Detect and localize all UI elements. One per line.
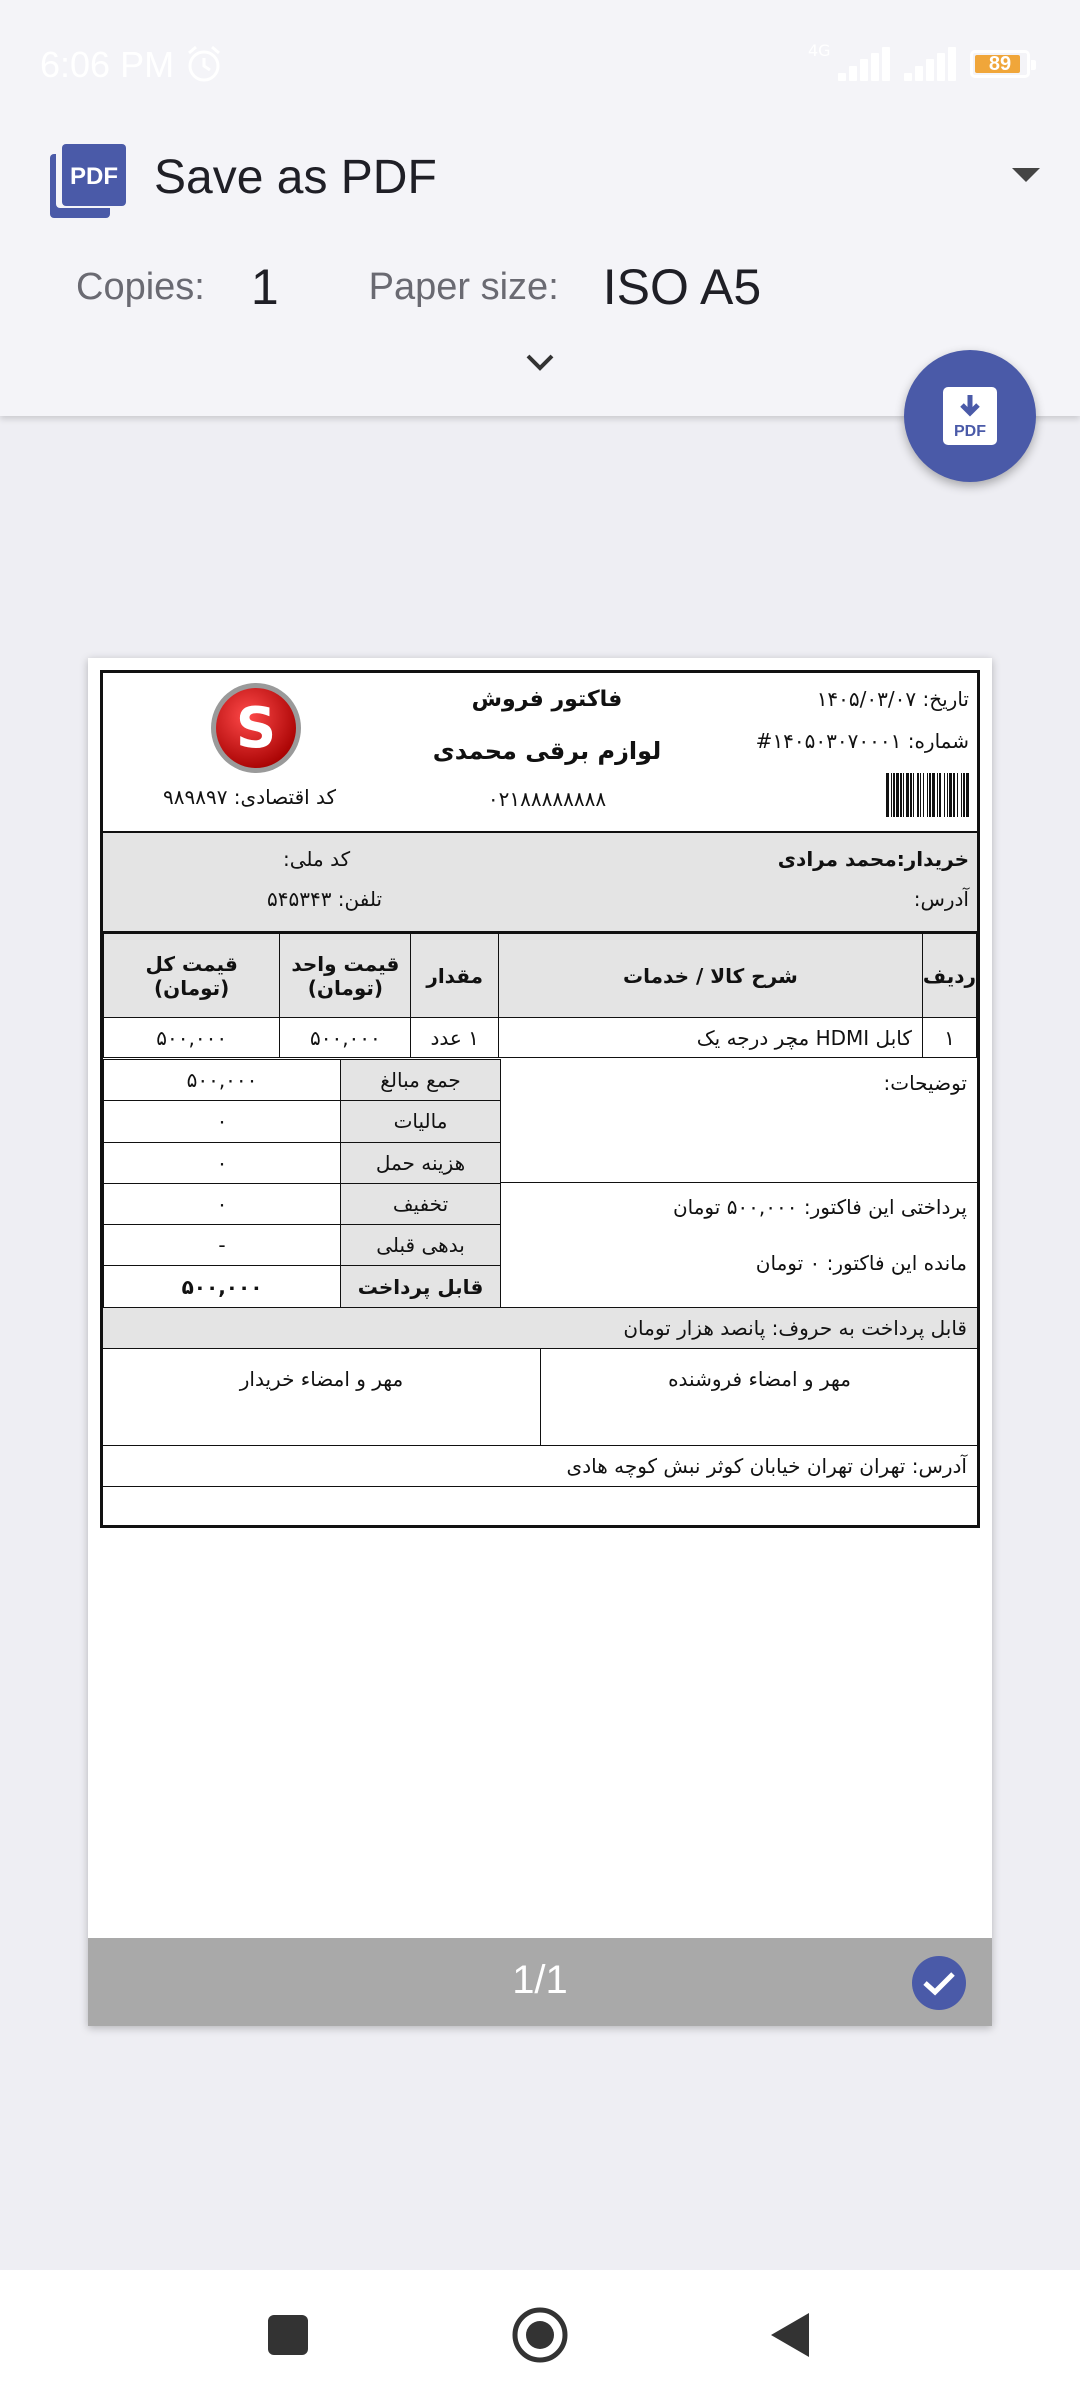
tax-label: مالیات (341, 1101, 501, 1142)
invoice-date: تاریخ: ۱۴۰۵/۰۳/۰۷ (816, 687, 969, 711)
barcode-bar (941, 773, 944, 817)
buyer-signature-label: مهر و امضاء خریدار (239, 1367, 404, 1391)
battery-icon (970, 50, 1030, 78)
barcode-bar (924, 773, 927, 817)
signal-4g-icon (808, 41, 890, 81)
invoice (100, 670, 980, 1528)
alarm-icon (184, 44, 224, 84)
invoice-number: شماره: ۱۴۰۵۰۳۰۷۰۰۰۱# (755, 729, 969, 753)
status-icons (808, 41, 1030, 82)
navigation-bar (0, 2270, 1080, 2400)
network-label: 4G (808, 41, 831, 60)
barcode-bar (949, 773, 952, 817)
pdf-printer-icon (50, 144, 126, 218)
barcode-bar (963, 773, 965, 817)
pdf-badge-text: PDF (70, 163, 118, 190)
barcode-bar (947, 773, 948, 817)
items-table (103, 933, 977, 1058)
pdf-download-icon (943, 387, 997, 445)
barcode-bar (899, 773, 900, 817)
payable-value: ۵۰۰,۰۰۰ (104, 1266, 341, 1307)
discount-value: ۰ (104, 1183, 341, 1224)
print-settings-panel (0, 0, 1080, 416)
barcode-bar (893, 773, 895, 817)
col-unit-price: قیمت واحد (تومان) (280, 934, 411, 1018)
barcode-bar (913, 773, 914, 817)
totals-table (103, 1059, 501, 1308)
item-description: کابل HDMI مچر درجه یک (498, 1018, 922, 1058)
buyer-name: خریدار:محمد مرادی (777, 847, 969, 871)
barcode-bar (917, 773, 919, 817)
barcode-bar (938, 773, 939, 817)
barcode-bar (886, 773, 889, 817)
barcode-bar (928, 773, 929, 817)
barcode-bar (892, 773, 893, 817)
checkmark-icon (922, 1970, 956, 1996)
col-quantity: مقدار (411, 934, 498, 1018)
shop-phone: ۰۲۱۸۸۸۸۸۸۸۸ (487, 787, 607, 811)
seller-signature-box (540, 1349, 977, 1445)
barcode-bar (948, 773, 949, 817)
shop-address: آدرس: تهران تهران خیابان کوثر نبش کوچه هادی (566, 1454, 967, 1478)
item-quantity: ۱ عدد (411, 1018, 498, 1058)
dropdown-arrow-icon[interactable] (1012, 168, 1040, 182)
status-time: 6:06 PM (40, 44, 175, 85)
totals-row (104, 1266, 501, 1307)
shop-address-box (103, 1445, 977, 1487)
barcode-bar (957, 773, 958, 817)
download-pdf-button[interactable] (904, 350, 1036, 482)
item-row-number: ۱ (922, 1018, 976, 1058)
page-select-checkbox[interactable] (912, 1956, 966, 2010)
col-row: ردیف (922, 934, 976, 1018)
barcode-bar (912, 773, 913, 817)
table-row (104, 1018, 977, 1058)
previous-debt-value: - (104, 1225, 341, 1266)
economic-code: کد اقتصادی: ۹۸۹۸۹۷ (163, 785, 337, 809)
col-description: شرح کالا / خدمات (498, 934, 922, 1018)
seller-signature-label: مهر و امضاء فروشنده (668, 1367, 851, 1391)
payable-label: قابل پرداخت (341, 1266, 501, 1307)
totals-row (104, 1060, 501, 1101)
barcode-bar (958, 773, 961, 817)
status-bar (0, 0, 1080, 130)
paper-size-value: ISO A5 (602, 259, 762, 315)
copies-value: 1 (250, 259, 279, 315)
barcode-bar (910, 773, 912, 817)
shipping-label: هزینه حمل (341, 1142, 501, 1183)
barcode-bar (962, 773, 963, 817)
notes-box (501, 1059, 977, 1183)
barcode-bar (920, 773, 921, 817)
barcode-bar (952, 773, 953, 817)
barcode-bar (921, 773, 923, 817)
barcode (787, 773, 969, 817)
totals-row (104, 1101, 501, 1142)
shop-name: لوازم برقی محمدی (432, 737, 662, 765)
printer-selector[interactable] (50, 140, 1040, 220)
barcode-bar (932, 773, 935, 817)
barcode-bar (929, 773, 931, 817)
barcode-bar (902, 773, 903, 817)
barcode-bar (919, 773, 920, 817)
notes-label: توضیحات: (883, 1071, 967, 1095)
barcode-bar (927, 773, 928, 817)
recents-button[interactable] (228, 2270, 348, 2400)
total-sum-label: جمع مبالغ (341, 1060, 501, 1101)
copies-label: Copies: (76, 265, 205, 308)
remaining-amount: مانده این فاکتور: ۰ تومان (755, 1251, 967, 1275)
square-icon (267, 2314, 309, 2356)
shipping-value: ۰ (104, 1142, 341, 1183)
page-footer (88, 1938, 992, 2026)
barcode-bar (889, 773, 891, 817)
page-preview[interactable] (88, 658, 992, 2026)
barcode-bar (896, 773, 899, 817)
barcode-bar (955, 773, 957, 817)
item-unit-price: ۵۰۰,۰۰۰ (280, 1018, 411, 1058)
payment-box (501, 1183, 977, 1307)
barcode-bar (939, 773, 941, 817)
barcode-bar (961, 773, 962, 817)
barcode-bar (885, 773, 886, 817)
barcode-bar (966, 773, 969, 817)
item-total-price: ۵۰۰,۰۰۰ (104, 1018, 280, 1058)
page-indicator: 1/1 (512, 1958, 568, 2002)
buyer-address: آدرس: (913, 887, 969, 911)
national-id: کد ملی: (283, 847, 351, 871)
totals-row (104, 1225, 501, 1266)
print-options-summary[interactable] (76, 252, 761, 322)
back-button[interactable] (730, 2270, 850, 2400)
home-button[interactable] (480, 2270, 600, 2400)
circle-icon (511, 2306, 569, 2364)
buyer-phone: تلفن: ۵۴۵۳۴۳ (267, 887, 383, 911)
paid-amount: پرداختی این فاکتور: ۵۰۰,۰۰۰ تومان (672, 1195, 967, 1219)
signal-icon (904, 47, 956, 81)
barcode-bar (909, 773, 910, 817)
buyer-info (103, 833, 977, 933)
logo-letter: S (235, 696, 277, 761)
barcode-bar (904, 773, 906, 817)
barcode-bar (906, 773, 909, 817)
barcode-bar (903, 773, 904, 817)
barcode-bar (895, 773, 896, 817)
amount-in-words-text: قابل پرداخت به حروف: پانصد هزار تومان (623, 1316, 967, 1340)
chevron-down-icon[interactable] (524, 352, 556, 372)
barcode-bar (900, 773, 902, 817)
barcode-bar (891, 773, 892, 817)
barcode-bar (965, 773, 966, 817)
barcode-bar (953, 773, 955, 817)
amount-in-words (103, 1307, 977, 1349)
barcode-bar (931, 773, 932, 817)
invoice-title: فاکتور فروش (471, 687, 623, 712)
battery-level: 89 (988, 52, 1012, 75)
barcode-bar (923, 773, 924, 817)
shop-logo (209, 681, 303, 775)
previous-debt-label: بدهی قبلی (341, 1225, 501, 1266)
buyer-signature-box (103, 1349, 540, 1445)
tax-value: ۰ (104, 1101, 341, 1142)
discount-label: تخفیف (341, 1183, 501, 1224)
printer-name: Save as PDF (154, 151, 437, 204)
barcode-bar (945, 773, 947, 817)
barcode-bar (944, 773, 945, 817)
triangle-back-icon (769, 2311, 811, 2359)
totals-row (104, 1142, 501, 1183)
fab-badge-text: PDF (954, 423, 986, 440)
total-sum-value: ۵۰۰,۰۰۰ (104, 1060, 341, 1101)
barcode-bar (914, 773, 917, 817)
barcode-bar (935, 773, 937, 817)
paper-size-label: Paper size: (368, 265, 559, 308)
invoice-header (103, 673, 977, 833)
barcode-bar (937, 773, 938, 817)
totals-row (104, 1183, 501, 1224)
col-total-price: قیمت کل (تومان) (104, 934, 280, 1018)
